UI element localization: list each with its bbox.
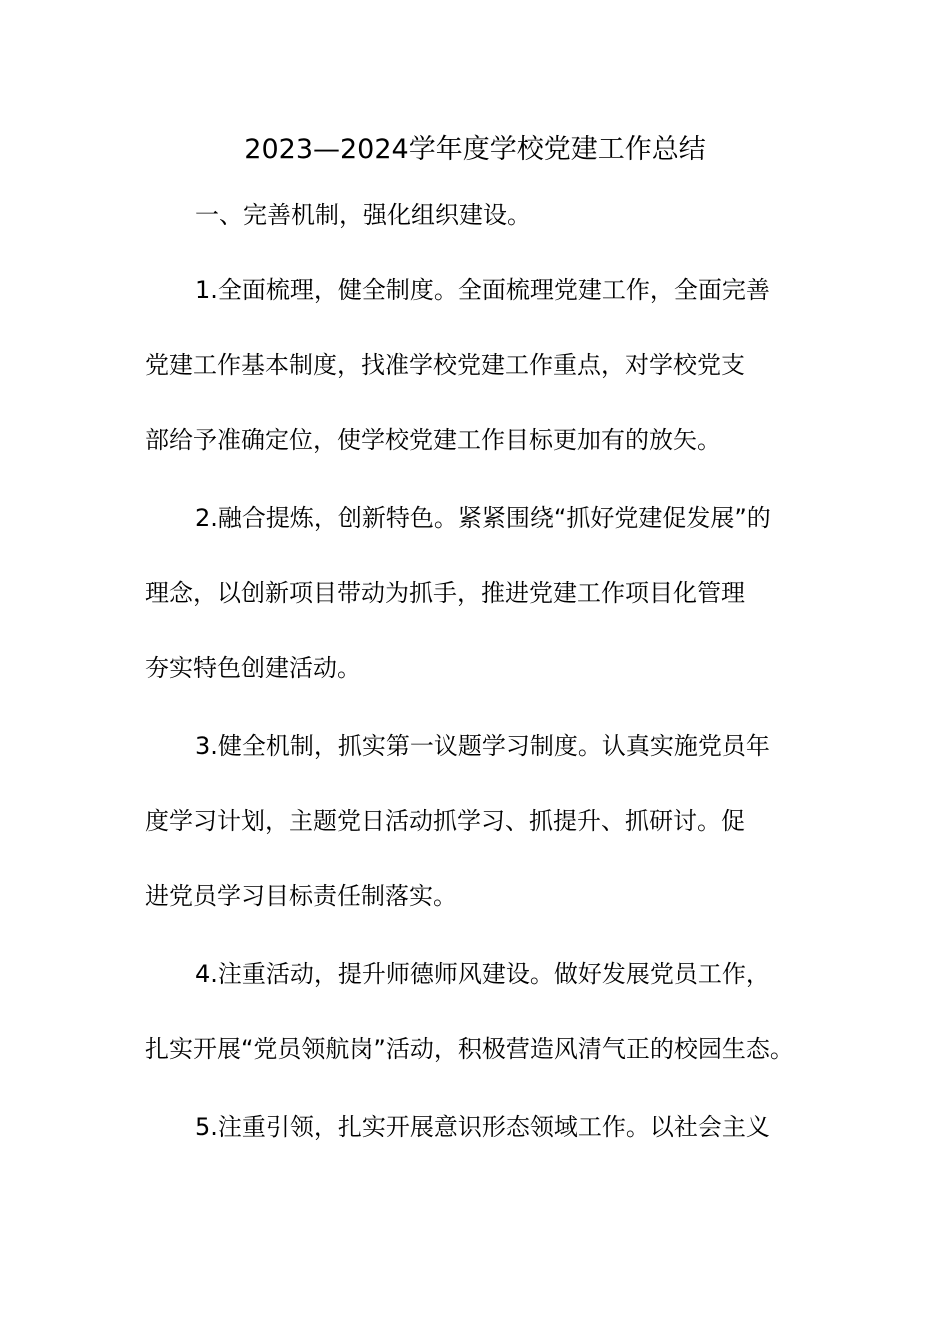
- document-title: 2023—2024学年度学校党建工作总结: [244, 134, 706, 165]
- paragraph-line: 5.注重引领，扎实开展意识形态领域工作。以社会主义: [195, 1113, 770, 1141]
- paragraph-line: 夯实特色创建活动。: [145, 654, 361, 682]
- paragraph-line: 部给予准确定位，使学校党建工作目标更加有的放矢。: [145, 426, 721, 454]
- section-heading: 一、完善机制，强化组织建设。: [195, 201, 531, 229]
- paragraph-line: 进党员学习目标责任制落实。: [145, 882, 457, 910]
- paragraph-line: 2.融合提炼，创新特色。紧紧围绕“抓好党建促发展”的: [195, 504, 771, 532]
- paragraph-line: 党建工作基本制度，找准学校党建工作重点，对学校党支: [145, 351, 745, 379]
- paragraph-line: 扎实开展“党员领航岗”活动，积极营造风清气正的校园生态。: [145, 1035, 794, 1063]
- paragraph-line: 4.注重活动，提升师德师风建设。做好发展党员工作，: [195, 960, 770, 988]
- paragraph-line: 理念，以创新项目带动为抓手，推进党建工作项目化管理: [145, 579, 745, 607]
- paragraph-line: 3.健全机制，抓实第一议题学习制度。认真实施党员年: [195, 732, 770, 760]
- paragraph-line: 度学习计划，主题党日活动抓学习、抓提升、抓研讨。促: [145, 807, 745, 835]
- paragraph-line: 1.全面梳理，健全制度。全面梳理党建工作，全面完善: [195, 276, 770, 304]
